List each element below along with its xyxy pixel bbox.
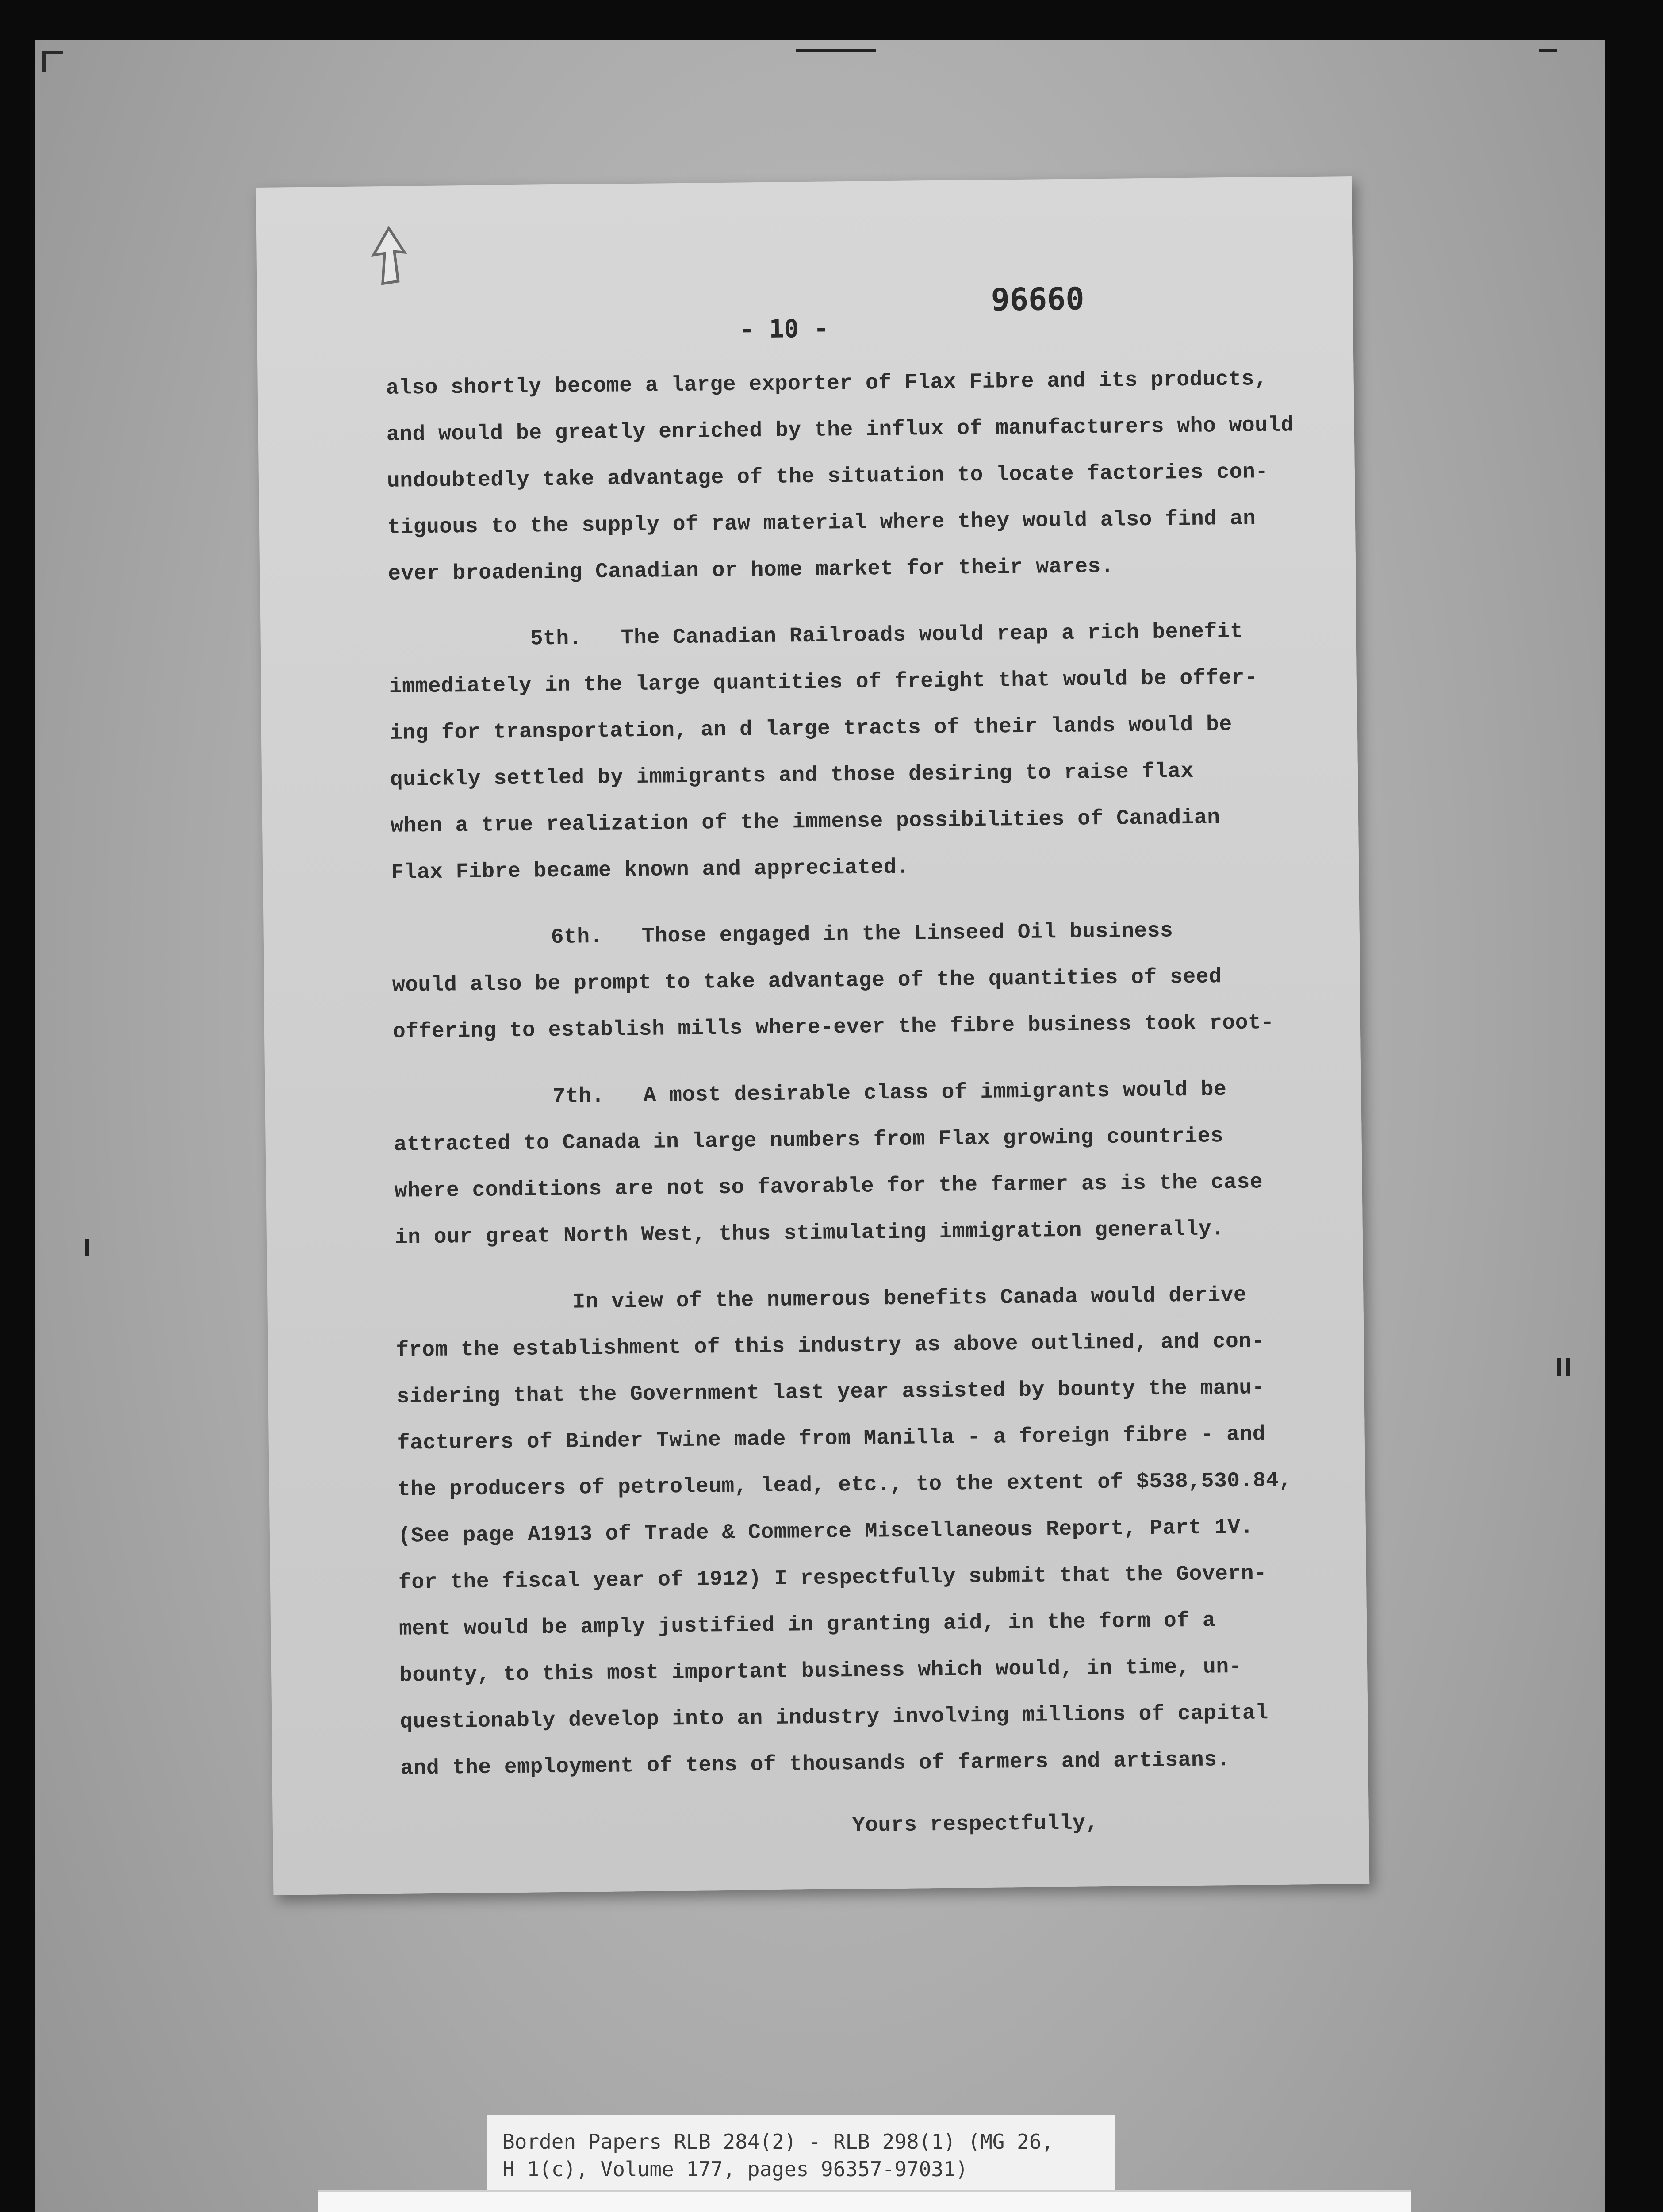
corner-registration-mark bbox=[42, 51, 63, 72]
letter-page bbox=[256, 176, 1369, 1895]
letter-line: attracted to Canada in large numbers from Flax growing countries bbox=[394, 1124, 1224, 1157]
letter-line: and the employment of tens of thousands of farmers and artisans. bbox=[400, 1748, 1230, 1781]
letter-line: questionably develop into an industry involving millions of capital bbox=[400, 1701, 1268, 1734]
letter-line: the producers of petroleum, lead, etc., to the extent of $538,530.84, bbox=[397, 1468, 1292, 1502]
letter-line: ment would be amply justified in granting aid, in the form of a bbox=[399, 1609, 1216, 1641]
letter-line: offering to establish mills where-ever the fibre business took root- bbox=[392, 1010, 1274, 1044]
letter-line: immediately in the large quantities of freight that would be offer- bbox=[389, 666, 1258, 699]
left-edge-mark bbox=[85, 1239, 89, 1256]
letter-line: also shortly become a large exporter of Flax Fibre and its products, bbox=[386, 367, 1268, 400]
top-right-mark bbox=[1539, 49, 1557, 52]
closing-salutation: Yours respectfully, bbox=[852, 1811, 1099, 1838]
letter-line: and would be greatly enriched by the influx of manufacturers who would bbox=[386, 413, 1294, 447]
letter-line: 7th. A most desirable class of immigrants would be bbox=[552, 1078, 1227, 1109]
letter-line: tiguous to the supply of raw material where they would also find an bbox=[387, 507, 1256, 540]
top-center-mark bbox=[796, 49, 876, 52]
arrow-stamp-icon bbox=[367, 226, 411, 288]
letter-line: sidering that the Government last year assisted by bounty the manu- bbox=[396, 1376, 1265, 1409]
letter-line: ing for transportation, an d large tracts of their lands would be bbox=[389, 712, 1232, 745]
page-number: - 10 - bbox=[739, 314, 829, 344]
reference-line-1: Borden Papers RLB 284(2) - RLB 298(1) (MG 26, bbox=[502, 2130, 1054, 2154]
letter-line: undoubtedly take advantage of the situation to locate factories con- bbox=[387, 460, 1268, 493]
letter-line: from the establishment of this industry as above outlined, and con- bbox=[396, 1329, 1265, 1363]
reference-line-2: H 1(c), Volume 177, pages 96357-97031) bbox=[502, 2157, 968, 2181]
letter-line: facturers of Binder Twine made from Manilla - a foreign fibre - and bbox=[397, 1422, 1266, 1455]
archives-card bbox=[318, 2190, 1411, 2212]
letter-line: in our great North West, thus stimulating immigration generally. bbox=[395, 1217, 1225, 1250]
letter-line: ever broadening Canadian or home market for their wares. bbox=[387, 554, 1114, 586]
letter-line: 5th. The Canadian Railroads would reap a rich benefit bbox=[530, 619, 1243, 651]
letter-line: quickly settled by immigrants and those desiring to raise flax bbox=[390, 759, 1194, 792]
letter-line: when a true realization of the immense possibilities of Canadian bbox=[390, 806, 1220, 838]
letter-line: Flax Fibre became known and appreciated. bbox=[391, 855, 910, 885]
document-number: 96660 bbox=[991, 280, 1084, 318]
letter-line: In view of the numerous benefits Canada would derive bbox=[572, 1283, 1247, 1314]
letter-line: for the fiscal year of 1912) I respectfully submit that the Govern- bbox=[398, 1562, 1267, 1595]
letter-line: bounty, to this most important business which would, in time, un- bbox=[399, 1655, 1242, 1688]
letter-line: (See page A1913 of Trade & Commerce Miscellaneous Report, Part 1V. bbox=[398, 1515, 1254, 1548]
letter-line: would also be prompt to take advantage of the quantities of seed bbox=[392, 965, 1222, 998]
right-edge-mark bbox=[1557, 1358, 1561, 1376]
letter-line: 6th. Those engaged in the Linseed Oil business bbox=[551, 919, 1173, 950]
letter-line: where conditions are not so favorable for the farmer as is the case bbox=[394, 1170, 1263, 1203]
right-edge-mark-2 bbox=[1566, 1358, 1570, 1376]
